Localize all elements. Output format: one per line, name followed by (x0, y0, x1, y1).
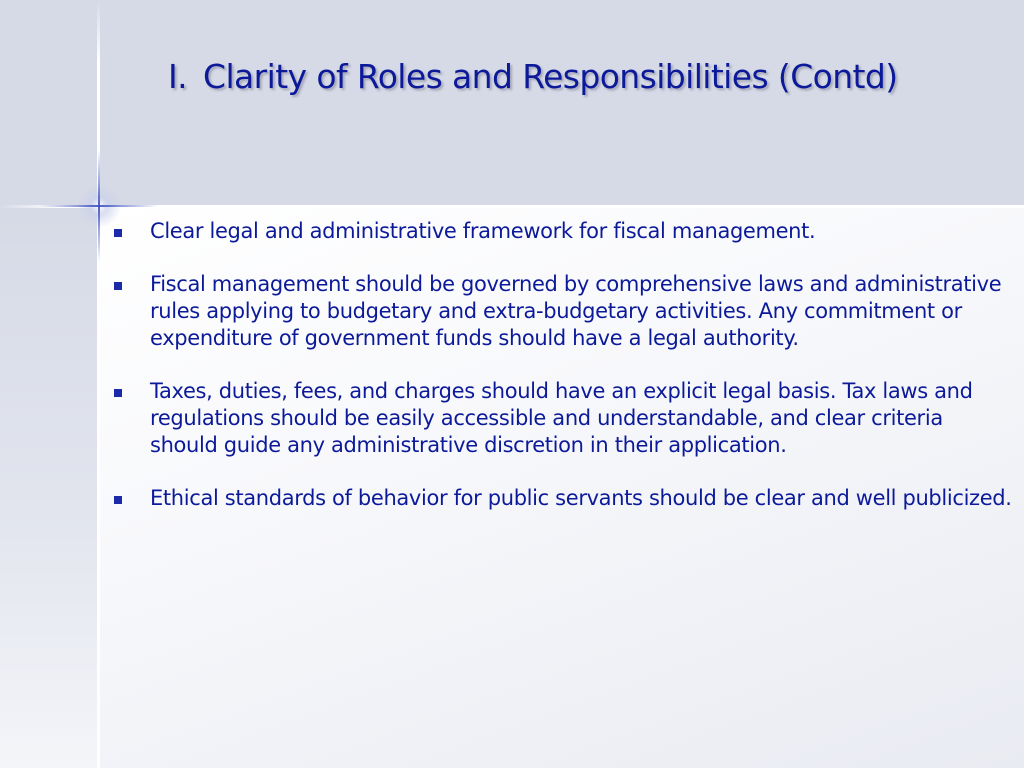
square-bullet-icon (114, 229, 122, 237)
vertical-divider (97, 0, 100, 768)
list-item (108, 378, 1013, 459)
title-text: Clarity of Roles and Responsibilities (Contd) (203, 57, 898, 96)
square-bullet-icon (114, 496, 122, 504)
bullet-text: Clear legal and administrative framework for fiscal management. (150, 219, 816, 243)
horizontal-divider (0, 205, 1024, 208)
square-bullet-icon (114, 282, 122, 290)
list-item (108, 271, 1013, 352)
bullet-text: Fiscal management should be governed by comprehensive laws and administrative rules applying to budgetary and extra-budgetary activities. Any commitment or expenditure of government funds should have a legal authority. (150, 272, 1002, 350)
bullet-text: Ethical standards of behavior for public servants should be clear and well publicized. (150, 486, 1012, 510)
bullet-list (108, 218, 1013, 538)
title-number: I. (168, 57, 188, 96)
list-item (108, 218, 1013, 245)
bullet-text: Taxes, duties, fees, and charges should have an explicit legal basis. Tax laws and regulations should be easily accessible and understandable, and clear criteria should guide any administrative discretion in their application. (150, 379, 973, 457)
title-band (0, 0, 1024, 207)
square-bullet-icon (114, 389, 122, 397)
left-band (0, 207, 98, 768)
list-item (108, 485, 1013, 512)
slide-title (168, 56, 898, 98)
